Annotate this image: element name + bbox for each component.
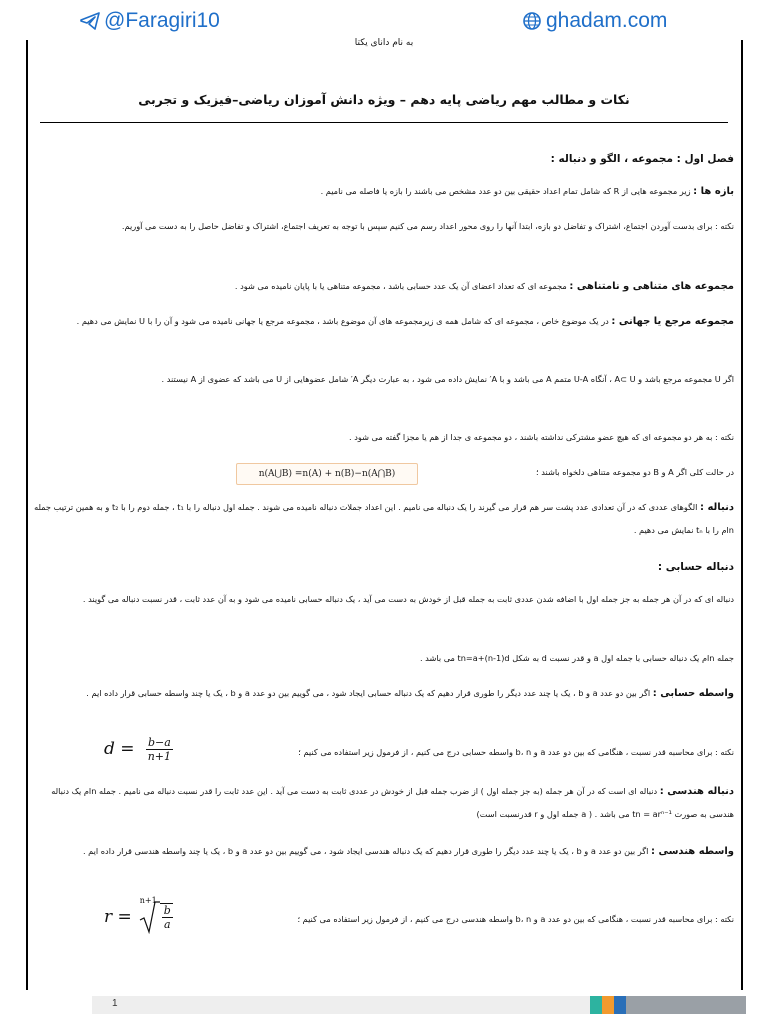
formula-d-lhs: d = — [104, 739, 135, 759]
intervals-text: زیر مجموعه هایی از R که شامل تمام اعداد حقیقی بین دو عدد مشخص می باشند را بازه یا فاصله می نامیم . — [320, 186, 691, 196]
telegram-icon — [80, 12, 100, 30]
footer-swatch-blue — [614, 996, 626, 1014]
note-arith-d: نکته : برای محاسبه قدر نسبت ، هنگامی که بین دو عدد a و b، n واسطه حسابی درج می کنیم ، از فرمول زیر استفاده می کنیم ؛ — [298, 747, 734, 757]
footer-swatch-orange — [602, 996, 614, 1014]
arith-mean-paragraph — [34, 682, 734, 705]
general-case-text: در حالت کلی اگر A و B دو مجموعه متناهی دلخواه باشند ؛ — [536, 467, 734, 477]
note-geo-r: نکته : برای محاسبه قدر نسبت ، هنگامی که بین دو عدد a و b، n واسطه هندسی درج می کنیم ، از فرمول زیر استفاده می کنیم ؛ — [297, 914, 734, 924]
sequence-paragraph — [34, 496, 734, 542]
formula-d-fraction — [146, 736, 173, 763]
arith-mean-text: اگر بین دو عدد a و b ، یک یا چند عدد دیگر را طوری قرار دهیم که یک دنباله حسابی ایجاد شود ، می گوییم بین دو عدد a و b ، یک یا چند واسطه حسابی قرار داده ایم . — [86, 688, 651, 698]
note-interval-ops: نکته : برای بدست آوردن اجتماع، اشتراک و تفاضل دو بازه، ابتدا آنها را روی محور اعداد رسم می کنیم سپس با توجه به تعریف اجتماع، اشتراک و تفاضل حاصل را به دست می آوریم. — [121, 221, 734, 231]
geo-mean-heading: واسطه هندسی : — [651, 846, 734, 857]
geo-paragraph — [34, 780, 734, 826]
intervals-heading: بازه ها : — [693, 186, 734, 197]
intervals-paragraph — [34, 180, 734, 203]
finite-heading: مجموعه های متناهی و نامتناهی : — [569, 281, 734, 292]
arith-formula-text: جمله nام یک دنباله حسابی با جمله اول a و قدر نسبت d به شکل tn=a+(n-1)d می باشد . — [419, 653, 734, 663]
formula-r-index: n+1 — [139, 896, 157, 905]
page-border-left — [26, 40, 28, 990]
sequence-text: الگوهای عددی که در آن تعدادی عدد پشت سر هم قرار می گیرند را یک دنباله می نامیم . این اعداد جملات دنباله نامیده می شوند . جمله اول دنباله را با t₁ ، جمله دوم را با t₂ و به همین ترتیب جمله nام را با tₙ نمایش می دهیم . — [34, 502, 734, 535]
page-number: 1 — [112, 998, 118, 1009]
complement-paragraph: اگر U مجموعه مرجع باشد و A⊂ U ، آنگاه U-A متمم A می باشد و با A′ نمایش داده می شود ، به عبارت دیگر A′ شامل عضوهایی از U می باشد که عضوی از A نیستند . — [161, 374, 734, 384]
footer-bar — [92, 996, 592, 1014]
formula-d-numerator: b−a — [147, 736, 171, 749]
finite-text: مجموعه ای که تعداد اعضای آن یک عدد حسابی باشد ، مجموعه متناهی یا با پایان نامیده می شود . — [234, 281, 567, 291]
sequence-heading: دنباله : — [699, 502, 734, 513]
globe-icon — [522, 11, 542, 31]
formula-r-fraction — [160, 903, 173, 931]
top-bar — [0, 0, 768, 40]
radical-sign-icon — [138, 900, 160, 934]
geo-heading: دنباله هندسی : — [659, 786, 734, 797]
formula-d — [104, 736, 173, 763]
finite-paragraph — [34, 275, 734, 298]
formula-r-root — [138, 896, 173, 934]
formula-r — [104, 896, 173, 934]
union-formula: n(A⋃B) =n(A) + n(B)−n(A⋂B) — [236, 463, 418, 485]
telegram-handle: @Faragiri10 — [104, 9, 220, 32]
geo-mean-text: اگر بین دو عدد a و b ، یک یا چند عدد دیگر را طوری قرار دهیم که یک دنباله هندسی ایجاد شود ، می گوییم بین دو عدد a و b ، یک یا چند واسطه هندسی قرار داده ایم . — [82, 846, 649, 856]
formula-r-denominator: a — [164, 918, 171, 931]
title-divider — [40, 122, 728, 123]
page-title: نکات و مطالب مهم ریاضی پایه دهم – ویژه دانش آموزان ریاضی–فیزیک و تجربی — [138, 92, 630, 107]
universal-text: در یک موضوع خاص ، مجموعه ای که شامل همه ی زیرمجموعه های آن موضوع باشد ، مجموعه مرجع یا جهانی نامیده می شود و آن را با U نمایش می دهیم . — [76, 316, 609, 326]
geo-mean-paragraph — [34, 840, 734, 863]
formula-r-lhs: r = — [104, 907, 132, 927]
geo-text: دنباله ای است که در آن هر جمله (به جز جمله اول ) از ضرب جمله قبل از خودش در عددی ثابت به دست می آید . این عدد ثابت را قدر نسبت دنباله می نامیم . جمله nام یک دنباله هندسی به صورت tn = arⁿ⁻¹ می باشد . ( a جمله اول و r قدرنسبت است) — [51, 786, 734, 819]
telegram-brand[interactable] — [80, 9, 220, 33]
note-disjoint: نکته : به هر دو مجموعه ای که هیچ عضو مشترکی نداشته باشند ، دو مجموعه ی جدا از هم یا مجزا گفته می شود . — [348, 432, 734, 442]
bismillah: به نام دانای یکتا — [354, 38, 414, 48]
website-url: ghadam.com — [546, 9, 668, 32]
footer-swatch-teal — [590, 996, 602, 1014]
website-brand[interactable] — [522, 9, 667, 33]
footer-swatch-gray — [626, 996, 746, 1014]
formula-r-numerator: b — [163, 904, 171, 917]
universal-paragraph — [34, 310, 734, 333]
page-border-right — [741, 40, 743, 990]
formula-d-denominator: n+1 — [147, 750, 171, 763]
arith-heading: دنباله حسابی : — [657, 561, 734, 573]
universal-heading: مجموعه مرجع یا جهانی : — [611, 316, 734, 327]
arith-mean-heading: واسطه حسابی : — [652, 688, 734, 699]
chapter-heading: فصل اول : مجموعه ، الگو و دنباله : — [550, 153, 734, 165]
arith-text: دنباله ای که در آن هر جمله به جز جمله اول با اضافه شدن عددی ثابت به جمله قبل از خودش به دست می آید ، یک دنباله حسابی نامیده می شود و به آن عدد ثابت ، قدر نسبت دنباله می گویند . — [82, 594, 734, 604]
